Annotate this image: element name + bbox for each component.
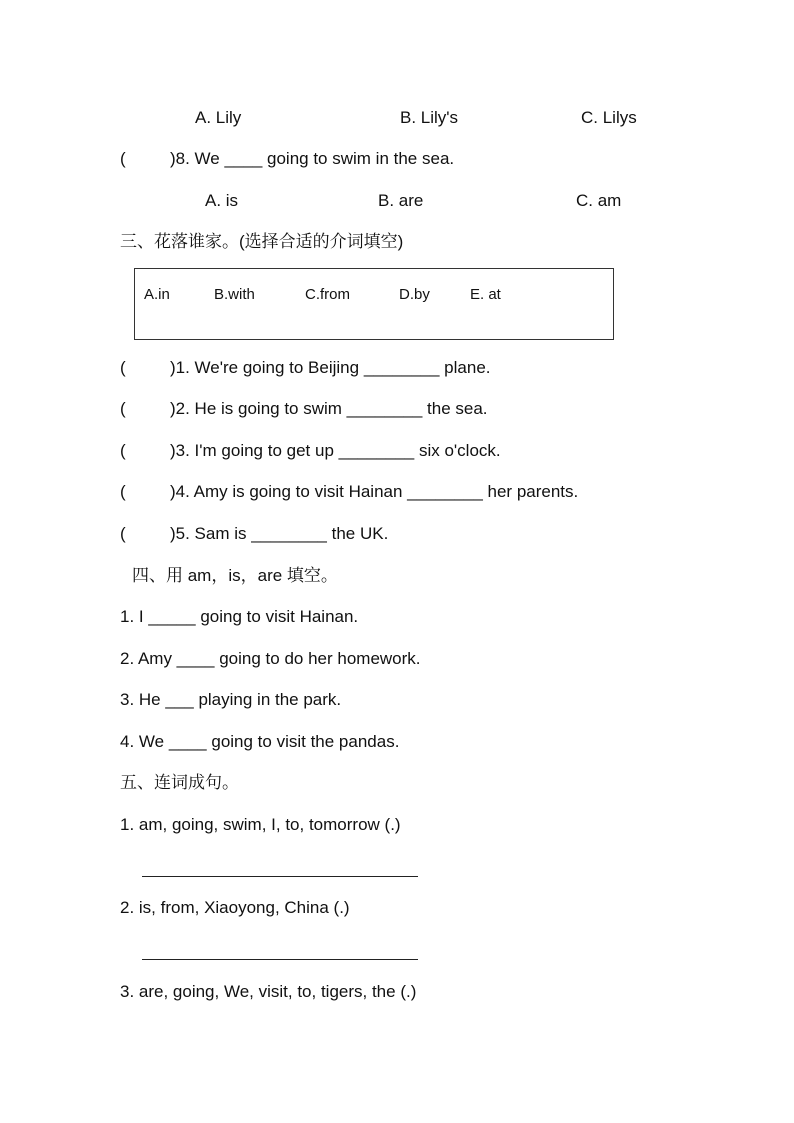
s3-item1-paren: (	[120, 358, 126, 377]
word-bank-a: A.in	[144, 286, 170, 303]
s4-item2: 2. Amy ____ going to do her homework.	[120, 649, 421, 668]
s4-item3: 3. He ___ playing in the park.	[120, 690, 342, 709]
s3-item2-text: )2. He is going to swim ________ the sea.	[170, 399, 488, 418]
word-bank-c: C.from	[305, 286, 350, 303]
s5-item1: 1. am, going, swim, I, to, tomorrow (.)	[120, 815, 401, 834]
s3-item1-text: )1. We're going to Beijing ________ plane.	[170, 358, 491, 377]
s4-item4: 4. We ____ going to visit the pandas.	[120, 732, 400, 751]
word-bank-box	[134, 268, 614, 340]
s4-item1: 1. I _____ going to visit Hainan.	[120, 607, 359, 626]
s5-answer-line-2	[142, 959, 418, 960]
section5-title: 五、连词成句。	[120, 773, 239, 792]
s3-item2-paren: (	[120, 399, 126, 418]
section4-title: 四、用 am，is，are 填空。	[132, 566, 338, 585]
s3-item5-paren: (	[120, 524, 126, 543]
s3-item4-text: )4. Amy is going to visit Hainan ________ her parents.	[170, 482, 579, 501]
q8-option-b: B. are	[378, 191, 424, 210]
q7-option-a: A. Lily	[195, 108, 242, 127]
s5-item3: 3. are, going, We, visit, to, tigers, the (.)	[120, 982, 417, 1001]
q8-option-c: C. am	[576, 191, 622, 210]
q7-option-b: B. Lily's	[400, 108, 459, 127]
word-bank-b: B.with	[214, 286, 255, 303]
q8-option-a: A. is	[205, 191, 239, 210]
s3-item4-paren: (	[120, 482, 126, 501]
s5-item2: 2. is, from, Xiaoyong, China (.)	[120, 898, 350, 917]
s3-item3-text: )3. I'm going to get up ________ six o'clock.	[170, 441, 501, 460]
s3-item5-text: )5. Sam is ________ the UK.	[170, 524, 389, 543]
section3-title: 三、花落谁家。(选择合适的介词填空)	[120, 232, 404, 251]
s5-answer-line-1	[142, 876, 418, 877]
q8-text: )8. We ____ going to swim in the sea.	[170, 149, 455, 168]
word-bank-e: E. at	[470, 286, 501, 303]
s3-item3-paren: (	[120, 441, 126, 460]
word-bank-d: D.by	[399, 286, 430, 303]
q8-paren: (	[120, 149, 126, 168]
q7-option-c: C. Lilys	[581, 108, 637, 127]
